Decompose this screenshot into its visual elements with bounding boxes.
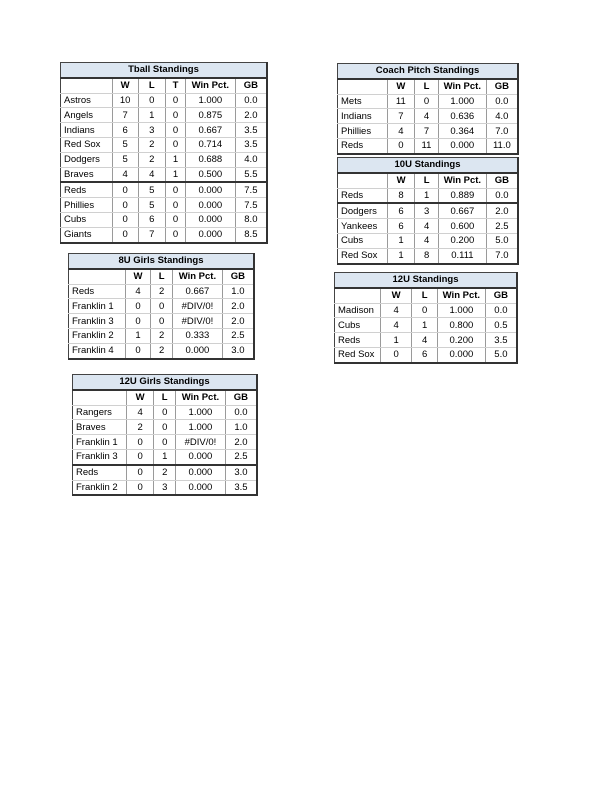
stat-cell-gb: 4.0	[235, 152, 267, 167]
stat-cell-w: 4	[126, 405, 154, 420]
col-header-l: L	[154, 390, 176, 405]
stat-cell-w: 7	[387, 109, 415, 124]
stat-cell-w: 0	[125, 343, 151, 358]
stat-cell-gb: 0.0	[486, 94, 518, 109]
stat-cell-l: 1	[138, 108, 166, 123]
stat-cell-w: 6	[112, 123, 138, 138]
table-row	[338, 124, 519, 139]
table-row	[335, 318, 518, 333]
stat-cell-gb: 7.0	[486, 248, 518, 263]
table-row	[335, 333, 518, 348]
stat-cell-l: 0	[151, 299, 173, 314]
stat-cell-gb: 2.0	[235, 108, 267, 123]
stat-cell-l: 0	[415, 94, 439, 109]
stat-cell-pct: 0.714	[185, 137, 235, 152]
team-name-cell: Braves	[61, 167, 113, 182]
col-header-t: T	[166, 78, 186, 93]
stat-cell-gb: 2.0	[486, 203, 518, 218]
stat-cell-w: 4	[112, 167, 138, 182]
stat-cell-l: 1	[412, 318, 438, 333]
table-title: 8U Girls Standings	[69, 254, 255, 269]
stat-cell-pct: 0.000	[185, 198, 235, 213]
table-row	[335, 347, 518, 362]
stat-cell-w: 0	[387, 138, 415, 153]
stat-cell-l: 2	[151, 284, 173, 299]
stat-cell-l: 0	[154, 420, 176, 435]
table-title: Tball Standings	[61, 63, 268, 78]
col-header-gb: GB	[235, 78, 267, 93]
table-row	[69, 343, 255, 358]
table-row	[69, 328, 255, 343]
team-name-cell: Phillies	[338, 124, 388, 139]
team-name-cell: Cubs	[335, 318, 381, 333]
team-name-cell: Franklin 3	[73, 449, 127, 464]
stat-cell-pct: 0.333	[173, 328, 223, 343]
stat-cell-gb: 5.5	[235, 167, 267, 182]
stat-cell-l: 2	[138, 152, 166, 167]
stat-cell-t: 0	[166, 108, 186, 123]
stat-cell-l: 0	[151, 314, 173, 329]
stat-cell-w: 11	[387, 94, 415, 109]
col-header-gb: GB	[222, 269, 254, 284]
table-row	[61, 152, 268, 167]
tball-standings-table	[60, 62, 268, 244]
team-name-cell: Reds	[73, 465, 127, 480]
col-header-w: W	[112, 78, 138, 93]
stat-cell-t: 1	[166, 167, 186, 182]
table-title: 10U Standings	[338, 158, 519, 173]
stat-cell-w: 0	[126, 449, 154, 464]
col-header-win-pct: Win Pct.	[176, 390, 226, 405]
stat-cell-w: 1	[125, 328, 151, 343]
team-name-cell: Astros	[61, 93, 113, 108]
stat-cell-gb: 2.5	[486, 219, 518, 234]
stat-cell-t: 0	[166, 212, 186, 227]
stat-cell-w: 6	[387, 219, 415, 234]
table-row	[61, 123, 268, 138]
col-header-l: L	[415, 79, 439, 94]
stat-cell-l: 7	[138, 227, 166, 242]
stat-cell-w: 10	[112, 93, 138, 108]
girls-8u-standings-table	[68, 253, 255, 360]
stat-cell-gb: 8.0	[235, 212, 267, 227]
team-name-cell: Reds	[338, 188, 388, 203]
stat-cell-gb: 3.0	[222, 343, 254, 358]
stat-cell-gb: 1.0	[222, 284, 254, 299]
stat-cell-pct: 0.111	[438, 248, 486, 263]
stat-cell-pct: 0.000	[176, 449, 226, 464]
table-row	[69, 314, 255, 329]
stat-cell-pct: 1.000	[438, 94, 486, 109]
stat-cell-l: 4	[415, 109, 439, 124]
stat-cell-w: 0	[126, 435, 154, 450]
table-row	[73, 480, 258, 495]
table-row	[61, 227, 268, 242]
stat-cell-l: 1	[154, 449, 176, 464]
stat-cell-w: 0	[380, 347, 411, 362]
stat-cell-gb: 1.0	[225, 420, 257, 435]
col-header-w: W	[387, 79, 415, 94]
table-row	[335, 303, 518, 318]
stat-cell-gb: 0.0	[225, 405, 257, 420]
stat-cell-l: 4	[415, 219, 439, 234]
stat-cell-l: 4	[138, 167, 166, 182]
team-name-cell: Giants	[61, 227, 113, 242]
stat-cell-pct: 1.000	[176, 420, 226, 435]
stat-cell-pct: 0.800	[437, 318, 485, 333]
stat-cell-gb: 0.0	[235, 93, 267, 108]
team-name-cell: Franklin 2	[73, 480, 127, 495]
stat-cell-t: 1	[166, 152, 186, 167]
table-title: 12U Girls Standings	[73, 375, 258, 390]
stat-cell-t: 0	[166, 93, 186, 108]
stat-cell-l: 6	[138, 212, 166, 227]
team-name-cell: Cubs	[338, 233, 388, 248]
team-name-cell: Braves	[73, 420, 127, 435]
stat-cell-l: 11	[415, 138, 439, 153]
stat-cell-w: 2	[126, 420, 154, 435]
stat-cell-pct: 0.667	[185, 123, 235, 138]
col-header-w: W	[126, 390, 154, 405]
team-name-cell: Dodgers	[338, 203, 388, 218]
team-name-cell: Indians	[338, 109, 388, 124]
stat-cell-gb: 4.0	[486, 109, 518, 124]
stat-cell-gb: 2.5	[222, 328, 254, 343]
stat-cell-t: 0	[166, 123, 186, 138]
stat-cell-gb: 2.0	[225, 435, 257, 450]
stat-cell-l: 2	[138, 137, 166, 152]
stat-cell-w: 4	[380, 318, 411, 333]
team-name-cell: Franklin 1	[69, 299, 126, 314]
stat-cell-pct: 0.000	[185, 212, 235, 227]
table-row	[338, 138, 519, 153]
team-name-cell: Indians	[61, 123, 113, 138]
stat-cell-l: 5	[138, 198, 166, 213]
stat-cell-gb: 7.0	[486, 124, 518, 139]
stat-cell-pct: 0.889	[438, 188, 486, 203]
team-name-cell: Reds	[69, 284, 126, 299]
stat-cell-gb: 11.0	[486, 138, 518, 153]
table-row	[61, 198, 268, 213]
col-header-win-pct: Win Pct.	[185, 78, 235, 93]
stat-cell-pct: 0.636	[438, 109, 486, 124]
table-row	[338, 94, 519, 109]
stat-cell-w: 0	[125, 299, 151, 314]
col-header-w: W	[125, 269, 151, 284]
table-row	[73, 435, 258, 450]
stat-cell-pct: 0.000	[185, 182, 235, 197]
stat-cell-pct: 0.000	[437, 347, 485, 362]
stat-cell-gb: 2.0	[222, 314, 254, 329]
stat-cell-pct: 0.667	[173, 284, 223, 299]
table-row	[61, 108, 268, 123]
stat-cell-w: 0	[112, 198, 138, 213]
stat-cell-gb: 3.5	[225, 480, 257, 495]
stat-cell-pct: #DIV/0!	[176, 435, 226, 450]
stat-cell-w: 1	[387, 248, 415, 263]
stat-cell-pct: #DIV/0!	[173, 299, 223, 314]
stat-cell-l: 0	[138, 93, 166, 108]
stat-cell-w: 0	[112, 182, 138, 197]
team-name-cell: Franklin 1	[73, 435, 127, 450]
table-row	[338, 233, 519, 248]
stat-cell-pct: 0.600	[438, 219, 486, 234]
stat-cell-w: 6	[387, 203, 415, 218]
team-name-cell: Dodgers	[61, 152, 113, 167]
stat-cell-gb: 7.5	[235, 182, 267, 197]
stat-cell-pct: 1.000	[437, 303, 485, 318]
stat-cell-pct: 0.200	[437, 333, 485, 348]
table-title: 12U Standings	[335, 273, 518, 288]
team-name-cell: Cubs	[61, 212, 113, 227]
girls-12u-standings-table	[72, 374, 258, 496]
stat-cell-l: 0	[154, 405, 176, 420]
stat-cell-gb: 3.0	[225, 465, 257, 480]
team-name-cell: Rangers	[73, 405, 127, 420]
col-header-l: L	[138, 78, 166, 93]
u10-standings-table	[337, 157, 519, 265]
stat-cell-l: 5	[138, 182, 166, 197]
col-header-gb: GB	[486, 79, 518, 94]
stat-cell-l: 2	[151, 343, 173, 358]
stat-cell-gb: 7.5	[235, 198, 267, 213]
stat-cell-w: 4	[380, 303, 411, 318]
table-row	[61, 93, 268, 108]
coach-pitch-standings-table	[337, 63, 519, 155]
stat-cell-gb: 0.5	[485, 318, 517, 333]
table-row	[73, 405, 258, 420]
team-name-cell: Red Sox	[338, 248, 388, 263]
stat-cell-pct: 0.688	[185, 152, 235, 167]
stat-cell-pct: 0.667	[438, 203, 486, 218]
stat-cell-pct: 0.000	[185, 227, 235, 242]
stat-cell-gb: 5.0	[485, 347, 517, 362]
stat-cell-pct: 0.500	[185, 167, 235, 182]
stat-cell-gb: 5.0	[486, 233, 518, 248]
table-row	[338, 109, 519, 124]
col-header-win-pct: Win Pct.	[438, 173, 486, 188]
stat-cell-w: 1	[380, 333, 411, 348]
stat-cell-l: 4	[412, 333, 438, 348]
stat-cell-pct: #DIV/0!	[173, 314, 223, 329]
team-name-cell: Angels	[61, 108, 113, 123]
team-name-cell: Reds	[335, 333, 381, 348]
stat-cell-l: 3	[138, 123, 166, 138]
stat-cell-w: 5	[112, 152, 138, 167]
team-name-cell: Franklin 3	[69, 314, 126, 329]
stat-cell-pct: 1.000	[185, 93, 235, 108]
team-name-cell: Yankees	[338, 219, 388, 234]
stat-cell-l: 3	[415, 203, 439, 218]
team-name-cell: Franklin 2	[69, 328, 126, 343]
stat-cell-l: 1	[415, 188, 439, 203]
stat-cell-w: 0	[125, 314, 151, 329]
stat-cell-pct: 0.000	[176, 465, 226, 480]
stat-cell-w: 4	[125, 284, 151, 299]
stat-cell-gb: 8.5	[235, 227, 267, 242]
stat-cell-pct: 1.000	[176, 405, 226, 420]
col-header-win-pct: Win Pct.	[437, 288, 485, 303]
table-row	[69, 284, 255, 299]
stat-cell-w: 0	[126, 465, 154, 480]
team-name-cell: Madison	[335, 303, 381, 318]
stat-cell-pct: 0.364	[438, 124, 486, 139]
table-row	[338, 219, 519, 234]
stat-cell-t: 0	[166, 137, 186, 152]
stat-cell-pct: 0.000	[176, 480, 226, 495]
col-header-gb: GB	[486, 173, 518, 188]
stat-cell-w: 0	[126, 480, 154, 495]
stat-cell-w: 0	[112, 212, 138, 227]
stat-cell-l: 2	[151, 328, 173, 343]
table-row	[73, 420, 258, 435]
stat-cell-gb: 3.5	[235, 137, 267, 152]
stat-cell-l: 7	[415, 124, 439, 139]
stat-cell-l: 0	[412, 303, 438, 318]
stat-cell-gb: 3.5	[485, 333, 517, 348]
col-header-l: L	[151, 269, 173, 284]
col-header-win-pct: Win Pct.	[438, 79, 486, 94]
col-header-win-pct: Win Pct.	[173, 269, 223, 284]
table-row	[338, 188, 519, 203]
stat-cell-w: 8	[387, 188, 415, 203]
stat-cell-l: 2	[154, 465, 176, 480]
col-header-l: L	[412, 288, 438, 303]
stat-cell-w: 5	[112, 137, 138, 152]
table-row	[338, 203, 519, 218]
stat-cell-w: 7	[112, 108, 138, 123]
stat-cell-w: 0	[112, 227, 138, 242]
col-header-w: W	[387, 173, 415, 188]
stat-cell-t: 0	[166, 227, 186, 242]
team-name-cell: Mets	[338, 94, 388, 109]
u12-standings-table	[334, 272, 518, 364]
col-header-l: L	[415, 173, 439, 188]
team-name-cell: Reds	[338, 138, 388, 153]
stat-cell-gb: 3.5	[235, 123, 267, 138]
col-header-gb: GB	[485, 288, 517, 303]
stat-cell-pct: 0.000	[438, 138, 486, 153]
stat-cell-gb: 0.0	[486, 188, 518, 203]
team-name-cell: Franklin 4	[69, 343, 126, 358]
stat-cell-gb: 2.0	[222, 299, 254, 314]
table-row	[61, 212, 268, 227]
stat-cell-l: 0	[154, 435, 176, 450]
col-header-w: W	[380, 288, 411, 303]
stat-cell-pct: 0.200	[438, 233, 486, 248]
team-name-cell: Phillies	[61, 198, 113, 213]
stat-cell-w: 1	[387, 233, 415, 248]
table-row	[69, 299, 255, 314]
table-row	[61, 182, 268, 197]
stat-cell-l: 8	[415, 248, 439, 263]
table-title: Coach Pitch Standings	[338, 64, 519, 79]
stat-cell-l: 4	[415, 233, 439, 248]
stat-cell-l: 3	[154, 480, 176, 495]
stat-cell-pct: 0.000	[173, 343, 223, 358]
table-row	[338, 248, 519, 263]
stat-cell-pct: 0.875	[185, 108, 235, 123]
table-row	[73, 465, 258, 480]
table-row	[73, 449, 258, 464]
team-name-cell: Reds	[61, 182, 113, 197]
stat-cell-gb: 2.5	[225, 449, 257, 464]
team-name-cell: Red Sox	[335, 347, 381, 362]
stat-cell-t: 0	[166, 182, 186, 197]
stat-cell-t: 0	[166, 198, 186, 213]
stat-cell-l: 6	[412, 347, 438, 362]
table-row	[61, 167, 268, 182]
col-header-gb: GB	[225, 390, 257, 405]
table-row	[61, 137, 268, 152]
team-name-cell: Red Sox	[61, 137, 113, 152]
stat-cell-w: 4	[387, 124, 415, 139]
stat-cell-gb: 0.0	[485, 303, 517, 318]
